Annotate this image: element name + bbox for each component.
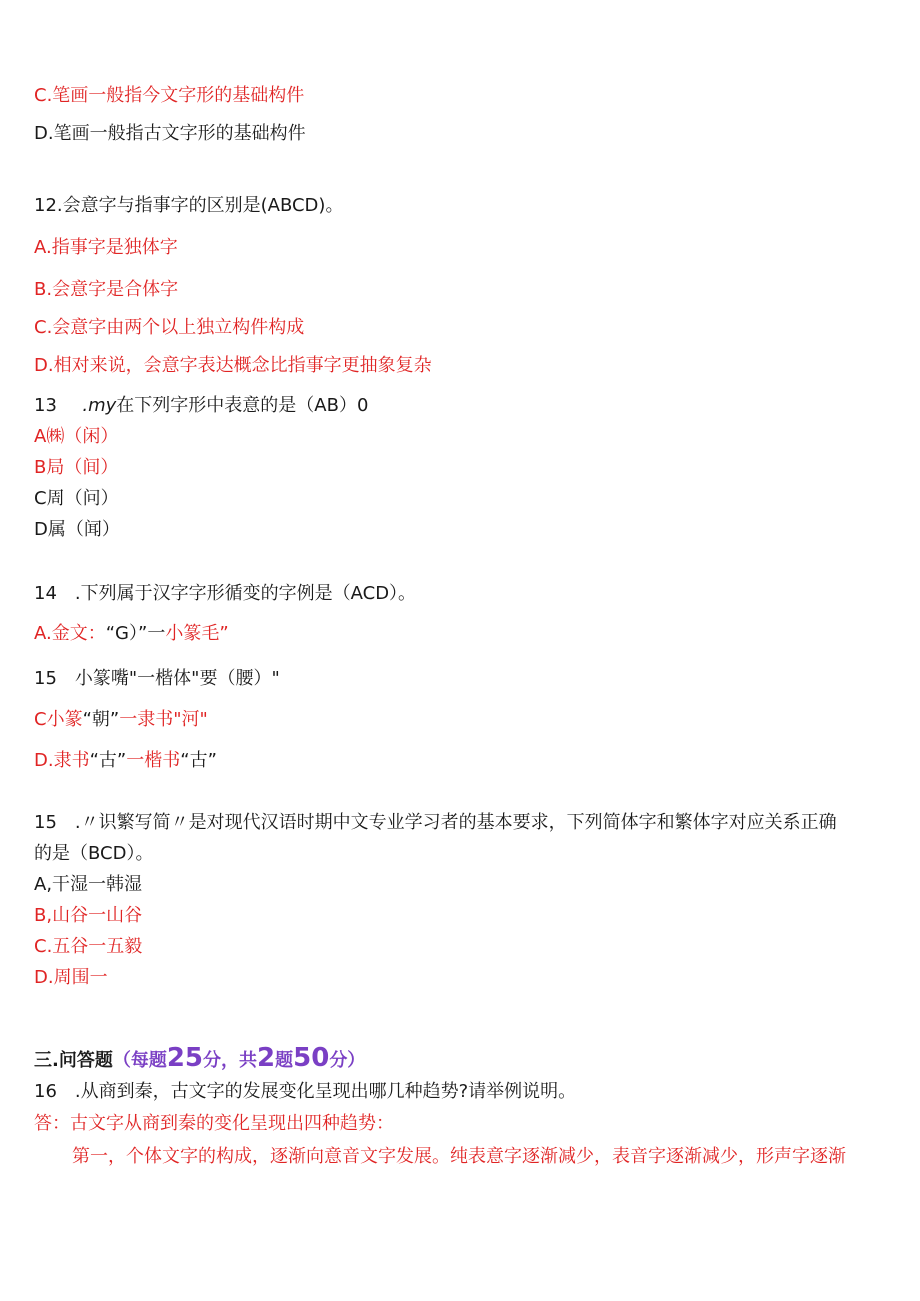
q14-a-part2: “G）”一 [105,623,166,644]
q16-stem: 16 .从商到秦，古文字的发展变化呈现出哪几种趋势?请举例说明。 [34,1081,577,1102]
q15b-option-d: D.周围一 [34,967,108,988]
q13-option-c: C周（问） [34,488,119,509]
q12-option-a: A.指事字是独体字 [34,237,178,258]
section-3-score-num3: 50 [293,1043,330,1073]
section-3-score-part1: （每题 [112,1050,167,1071]
q13-option-d: D属（闻） [34,519,120,540]
q15a-stem: 15 小篆嘴"一楷体"要（腰）" [34,668,280,689]
q15b-option-a: A,干湿一韩湿 [34,874,143,895]
section-3-score-num2: 2 [257,1043,276,1073]
q15a-c-part3: 一隶书"河" [119,709,208,730]
q12-stem: 12.会意字与指事字的区别是(ABCD)。 [34,195,344,216]
q14-a-part1: A.金文： [34,623,106,644]
section-3-score-num1: 25 [166,1043,204,1073]
q13-my: .my [82,395,117,416]
q12-option-c: C.会意字由两个以上独立构件构成 [34,317,305,338]
q11-option-c: C.笔画一般指今文字形的基础构件 [34,85,305,106]
q13-option-a: A㈱（闲） [34,426,119,447]
q13-text: 在下列字形中表意的是（AB）0 [116,395,369,416]
q16-answer-first: 第一，个体文字的构成，逐渐向意音文字发展。纯表意字逐渐减少，表音字逐渐减少，形声字逐渐 [72,1146,846,1167]
section-3-score-part2: 分，共 [203,1050,258,1071]
section-3-score-part4: 分） [329,1050,366,1071]
q14-stem: 14 .下列属于汉字字形循变的字例是（ACD）。 [34,583,417,604]
q15b-option-c: C.五谷一五毅 [34,936,143,957]
q15a-d-part1: D.隶书 [34,750,90,771]
q11-option-d: D.笔画一般指古文字形的基础构件 [34,123,306,144]
q15a-c-part1: C小篆 [34,709,83,730]
q15a-c-part2: “朝” [82,709,120,730]
q15a-option-d [34,749,217,773]
q14-a-part3: 小篆毛” [165,623,229,644]
q15a-option-c [34,708,208,732]
q16-answer-intro: 答：古文字从商到秦的变化呈现出四种趋势： [34,1113,394,1134]
q15b-stem-line1: 15 .〃识繁写简〃是对现代汉语时期中文专业学习者的基本要求，下列简体字和繁体字对应关系正确 [34,812,837,833]
q15a-d-part4: “古” [180,750,217,771]
q15b-option-b: B,山谷一山谷 [34,905,143,926]
q13-option-b: B局（间） [34,457,119,478]
q12-option-d: D.相对来说，会意字表达概念比指事字更抽象复杂 [34,355,432,376]
section-3-score-part3: 题 [275,1050,294,1071]
section-3-title: 三.问答题 [34,1050,113,1071]
q15a-d-part2: “古” [89,750,127,771]
q14-option-a [34,622,229,646]
q15a-d-part3: 一楷书 [126,750,181,771]
q12-option-b: B.会意字是合体字 [34,279,179,300]
q13-number: 13 [34,395,57,416]
section-3-heading [34,1042,365,1077]
q15b-stem-line2: 的是（BCD）。 [34,843,154,864]
q13-stem [34,394,368,418]
